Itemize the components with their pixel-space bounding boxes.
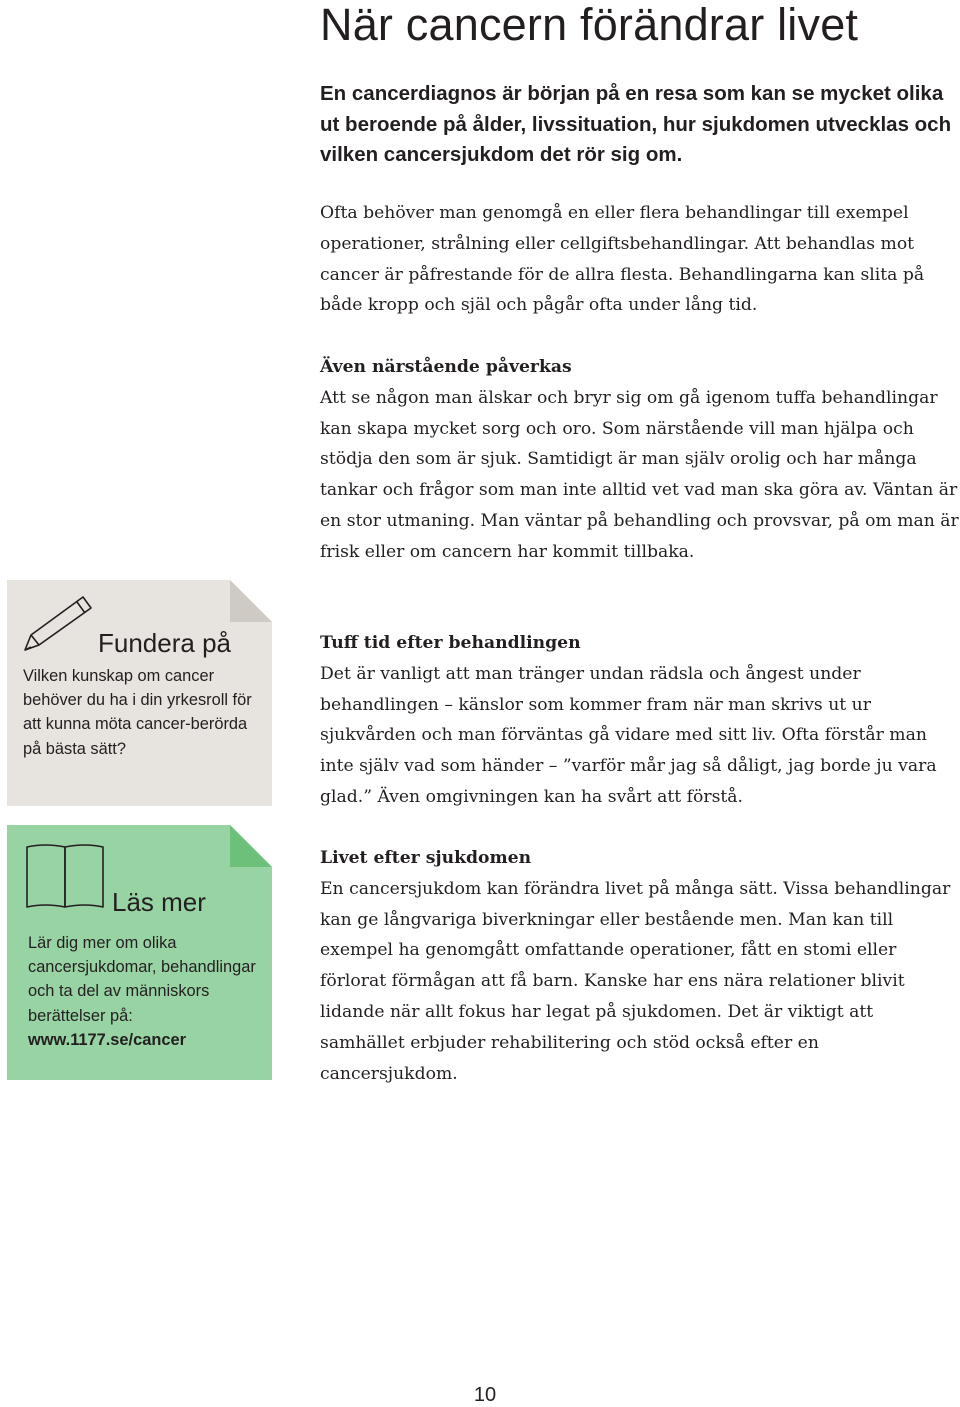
- section-heading: Livet efter sjukdomen: [320, 848, 532, 868]
- section-body: En cancersjukdom kan förändra livet på många sätt. Vissa behandlingar kan ge långvariga biverkningar eller bestående men. Man kan till exempel ha genomgått omfattande operationer, fått en stomi eller förlorat förmågan att få barn. Kanske har ens nära relationer blivit lidande när allt fokus har legat på sjukdomen. Det är viktigt att samhället erbjuder rehabilitering och stöd också efter en cancersjukdom.: [320, 878, 951, 1084]
- note-link[interactable]: www.1177.se/cancer: [28, 1030, 186, 1049]
- section-body: Att se någon man älskar och bryr sig om gå igenom tuffa behandlingar kan skapa mycket sorg och oro. Som närstående vill man hjälpa och stödja den som är sjuk. Samtidigt är man själv orolig och har många tankar och frågor som man inte alltid vet vad man ska göra av. Väntan är en stor utmaning. Man väntar på behandling och provsvar, på om man är frisk eller om cancern har kommit tillbaka.: [320, 387, 959, 562]
- note-body: Lär dig mer om olika cancersjukdomar, behandlingar och ta del av människors berättelser på:: [28, 934, 256, 1025]
- section-livet-efter: [320, 843, 960, 1089]
- pencil-icon: [21, 594, 95, 654]
- note-text: [28, 931, 260, 1052]
- page-number: 10: [473, 1384, 497, 1406]
- note-title: Fundera på: [98, 628, 231, 658]
- page-title: När cancern förändrar livet: [320, 0, 859, 50]
- note-text: Vilken kunskap om cancer behöver du ha i din yrkesroll för att kunna möta cancer-berörda på bästa sätt?: [23, 667, 252, 758]
- section-narstaende: [320, 352, 960, 568]
- las-mer-note: [7, 825, 272, 1080]
- note-fold-shadow: [230, 825, 272, 867]
- section-heading: Tuff tid efter behandlingen: [320, 633, 581, 653]
- book-icon: [25, 843, 115, 915]
- section-body: Det är vanligt att man tränger undan rädsla och ångest under behandlingen – känslor som kommer fram när man skrivs ut ur sjukvården och man förväntas gå vidare med sitt liv. Ofta förstår man inte själv vad som händer – ”varför mår jag så dåligt, jag borde ju vara glad.” Även omgivningen kan ha svårt att förstå.: [320, 663, 937, 807]
- section-tuff-tid: [320, 628, 960, 813]
- note-title: Läs mer: [112, 887, 206, 917]
- intro-paragraph: Ofta behöver man genomgå en eller flera behandlingar till exempel operationer, strålning eller cellgiftsbehandlingar. Att behandlas mot cancer är påfrestande för de allra flesta. Behandlingarna kan slita på både kropp och själ och pågår ofta under lång tid.: [320, 203, 925, 316]
- note-fold-shadow: [230, 580, 272, 622]
- lead-paragraph: En cancerdiagnos är början på en resa som kan se mycket olika ut beroende på ålder, livssituation, hur sjukdomen utvecklas och vilken cancersjukdom det rör sig om.: [320, 82, 952, 166]
- section-heading: Även närstående påverkas: [320, 357, 572, 377]
- fundera-note: [7, 580, 272, 806]
